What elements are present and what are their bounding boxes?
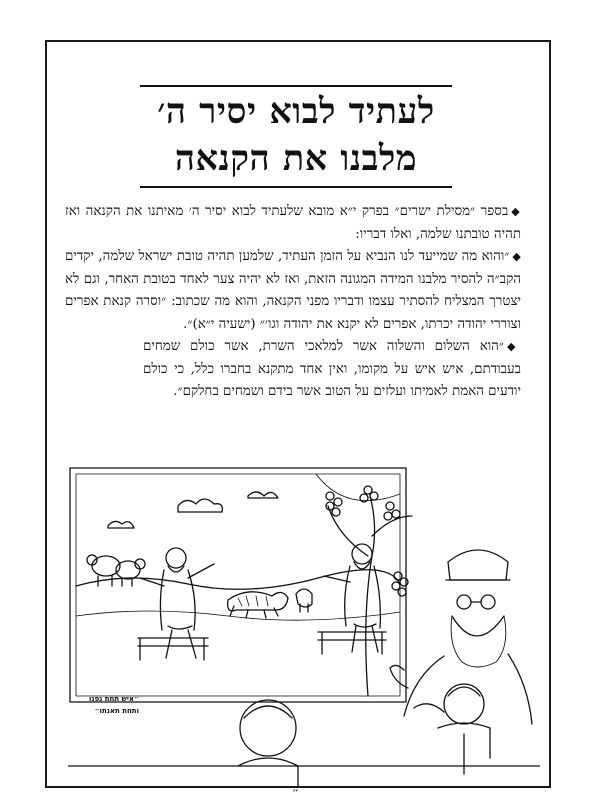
diamond-bullet-icon: ◆ — [512, 250, 521, 263]
diamond-bullet-icon: ◆ — [511, 205, 521, 218]
paragraph-1 — [65, 201, 521, 246]
paragraph-2-text: ״והוא מה שמייעד לנו הנביא על הזמן העתיד, שלמען תהיה טובת ישראל שלמה, יקדים הקב״ה להסיר מלבנו המידה המגונה הזאת, ואז לא יהיה צער לאחד בטובת האחר, וגם לא יצטרך המצליח להסתיר עצמו ודבריו מפני הקנאה, והוא מה שכתוב: ״וסרה קנאת אפרים וצוררי יהודה יכרתו, אפרים לא יקנא את יהודה וגו׳״ (ישעיה י״א)״. — [65, 249, 521, 332]
paragraph-1-text: בספר ״מסילת ישרים״ בפרק י״א מובא שלעתיד לבוא יסיר ה׳ מאיתנו את הקנאה ואז תהיה טובתנו שלמה, ואלו דבריו: — [65, 204, 521, 242]
line-drawing-illustration — [68, 466, 540, 788]
paragraph-2 — [65, 246, 521, 336]
caption-line-1: ״איש תחת גפנו — [89, 695, 139, 703]
page-title-line-1: לעתיד לבוא יסיר ה׳ — [157, 91, 435, 132]
body-text — [65, 201, 521, 404]
page-number-mark: ״ — [291, 787, 300, 798]
title-block — [140, 85, 452, 190]
paragraph-3-text: ״הוא השלום והשלוה אשר למלאכי השרת, אשר כולם שמחים בעבודתם, איש איש על מקומו, ואין אחד מתקנא בחברו כלל, כי כולם יודעים האמת לאמיתו ועלזים על הטוב אשר בידם ושמחים בחלקם״. — [143, 339, 521, 399]
paragraph-3 — [143, 336, 521, 404]
page-title-line-2: מלבנו את הקנאה — [174, 138, 418, 179]
illustration-caption — [75, 693, 139, 717]
caption-line-2: ותחת תאנתו״ — [94, 707, 139, 715]
diamond-bullet-icon: ◆ — [506, 340, 521, 353]
title-top-rule — [140, 85, 452, 87]
picture-frame — [70, 468, 406, 702]
illustration — [68, 466, 540, 788]
title-bottom-rule — [140, 186, 452, 188]
